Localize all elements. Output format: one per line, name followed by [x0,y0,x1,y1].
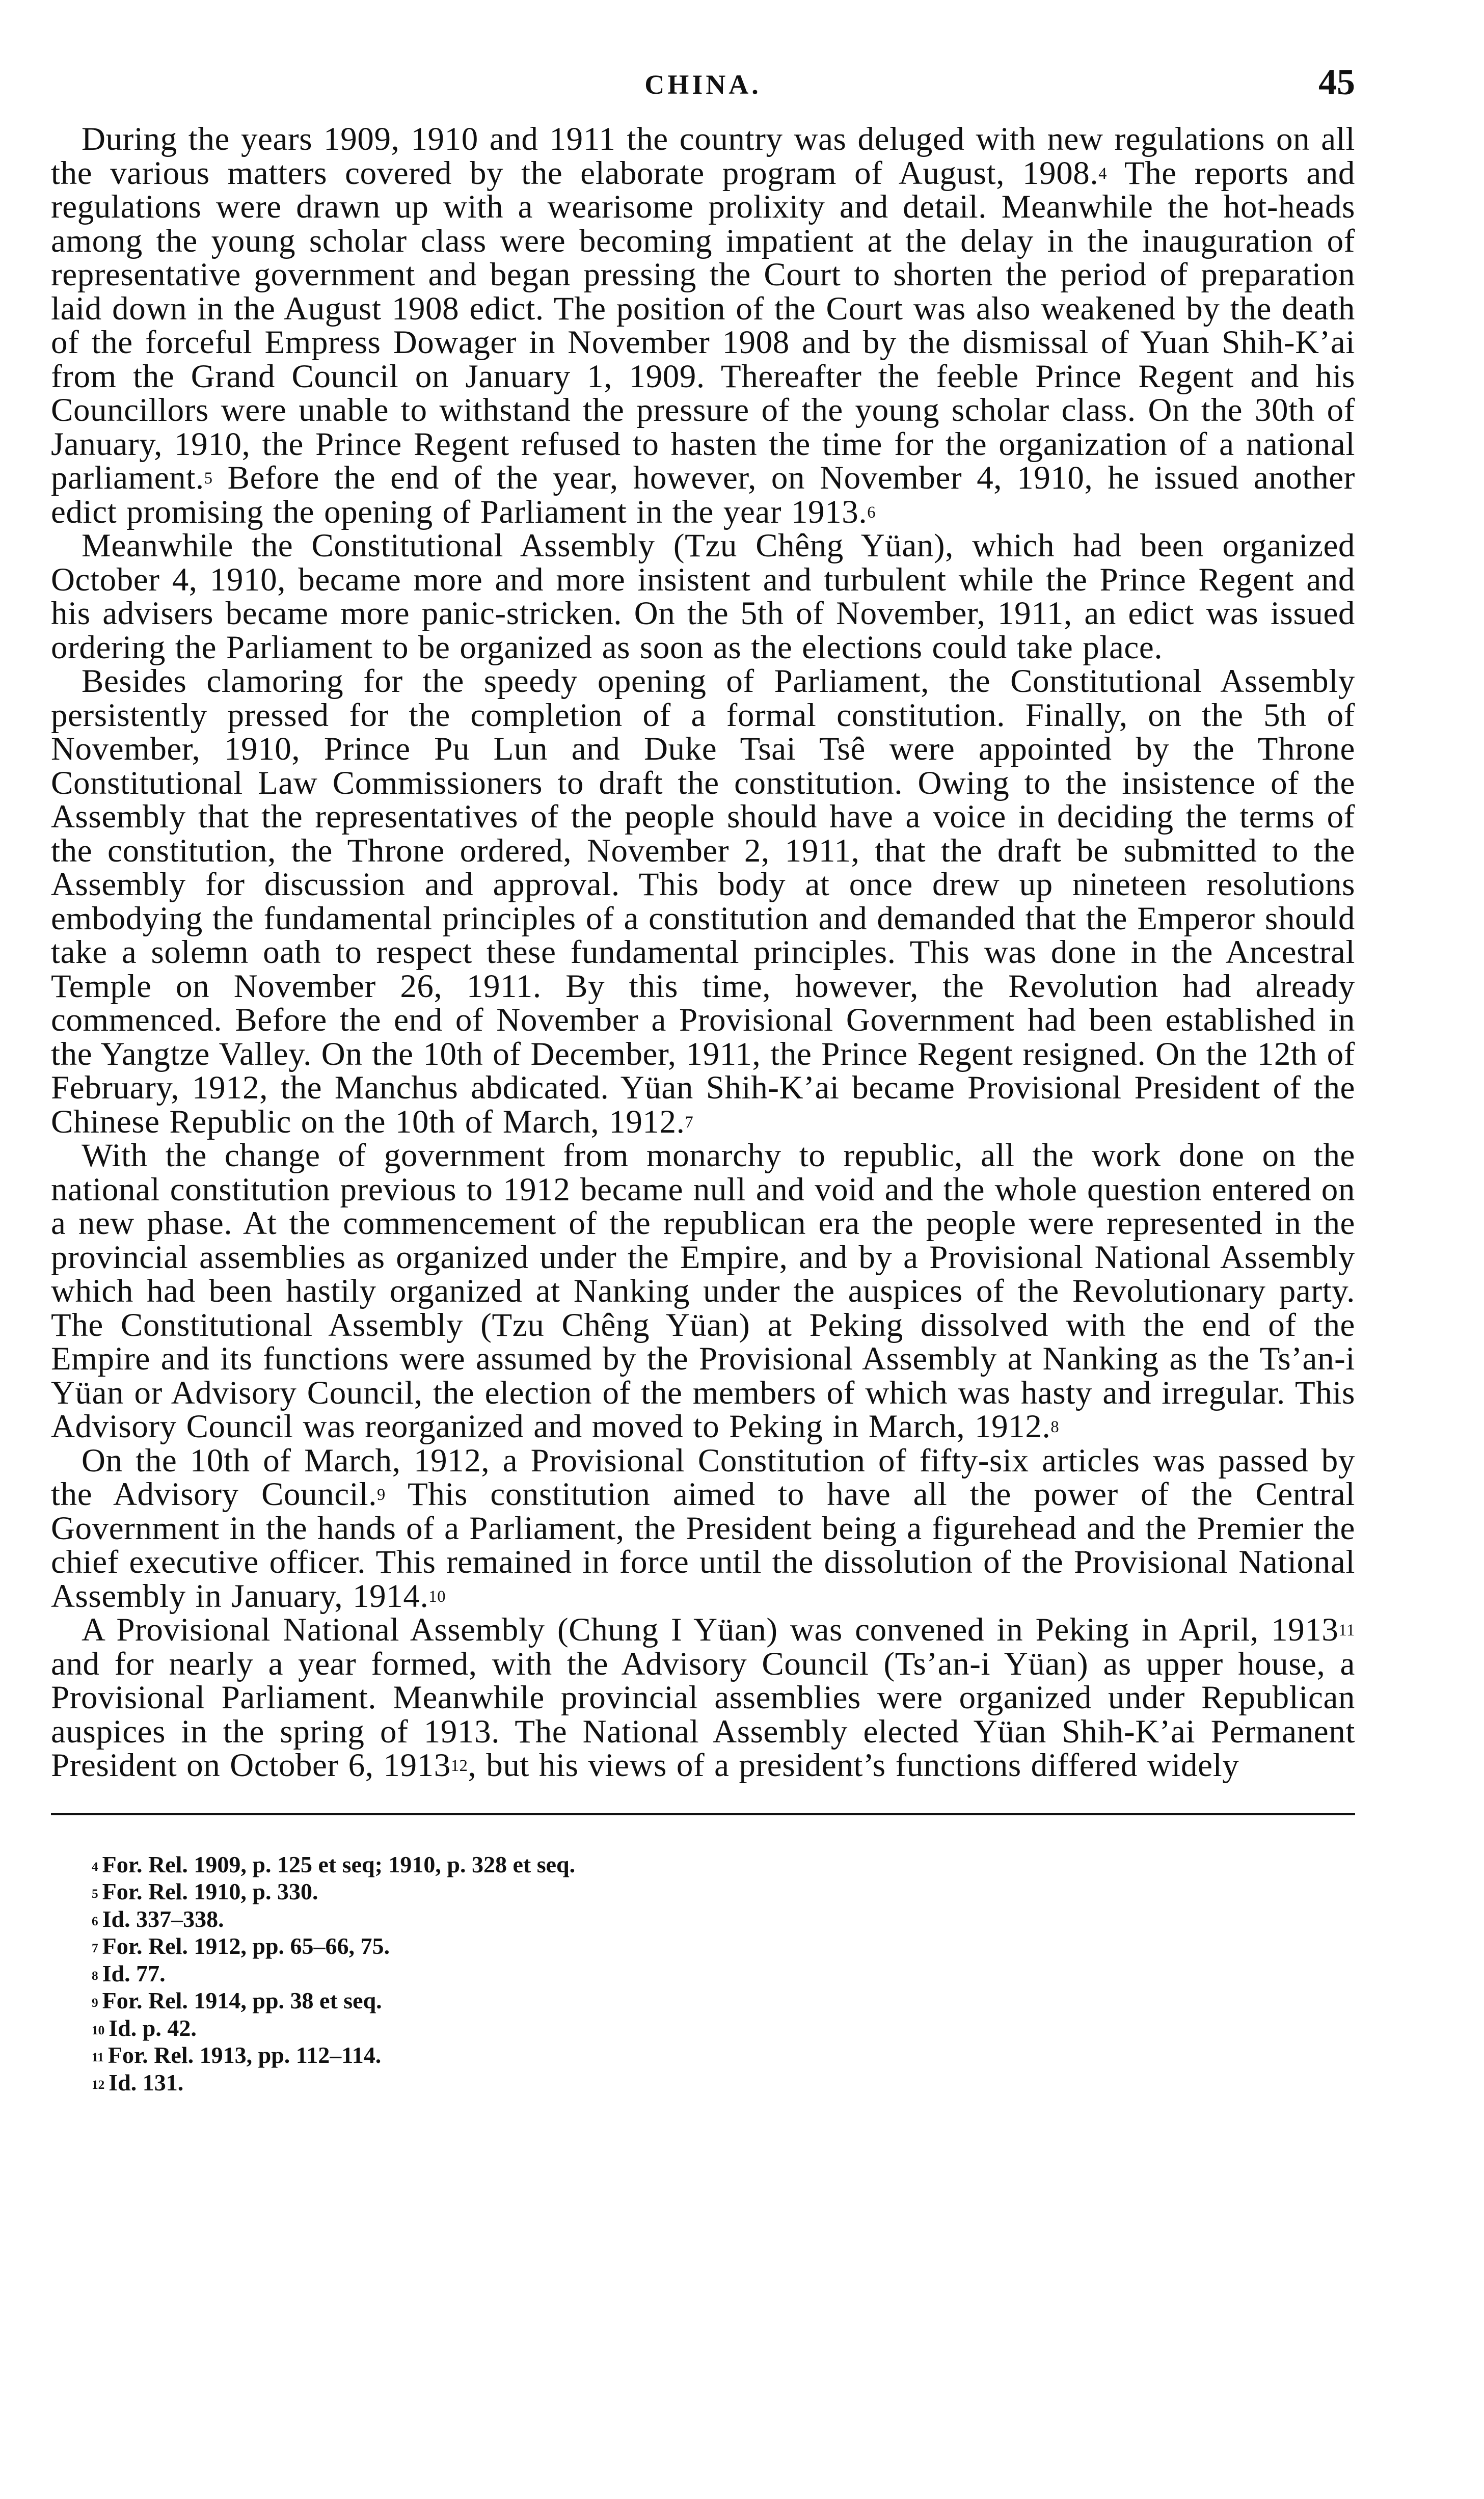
footnote-mark: 6 [92,1914,98,1928]
paragraph-text: A Provisional National Assembly (Chung I Yüan) was convened in Peking in April, 1913 [82,1611,1339,1648]
footnote [92,1960,1355,1987]
footnote [92,2041,1355,2069]
paragraph [51,1613,1355,1783]
footnote-reference: 4 [1098,164,1108,183]
footnote-text: For. Rel. 1913, pp. 112–114. [107,2042,382,2068]
footnote-text: For. Rel. 1910, p. 330. [102,1878,318,1904]
footnote-text: Id. 131. [109,2069,184,2095]
paragraph [51,1139,1355,1444]
paragraph-text: Before the end of the year, however, on November 4, 1910, he issued another edict promising the opening of Parliament in the year 1913. [51,460,1355,530]
body-text [51,122,1355,1783]
paragraph [51,122,1355,529]
footnote-text: For. Rel. 1912, pp. 65–66, 75. [102,1933,390,1959]
footnote-reference: 9 [376,1486,386,1504]
footnote-divider [51,1813,1355,1815]
paragraph-text: and for nearly a year formed, with the Advisory Council (Ts’an-i Yüan) as upper house, a Provisional Parliament. Meanwhile provincial assemblies were organized under Republican auspices in the spring of 1913. The National Assembly elected Yüan Shih-K’ai Permanent President on October 6, 1913 [51,1645,1355,1784]
footnote [92,1905,1355,1933]
paragraph-text: The reports and regulations were drawn up with a wearisome prolixity and detail. Meanwhile the hot-heads among the young scholar class were becoming impatient at the delay in the inauguration of representative government and began pressing the Court to shorten the period of preparation laid down in the August 1908 edict. The position of the Court was also weakened by the death of the forceful Empress Dowager in November 1908 and by the dismissal of Yuan Shih-K’ai from the Grand Council on January 1, 1909. Thereafter the feeble Prince Regent and his Councillors were unable to withstand the pressure of the young scholar class. On the 30th of January, 1910, the Prince Regent refused to hasten the time for the organization of a national parliament. [51,154,1355,496]
footnote-mark: 9 [92,1996,98,2010]
footnote-mark: 4 [92,1859,98,1874]
paragraph [51,1444,1355,1614]
footnote [92,1987,1355,2014]
running-head: CHINA. [644,69,762,100]
footnote-text: Id. p. 42. [109,2014,197,2041]
footnote-text: Id. 337–338. [102,1905,224,1932]
paragraph [51,529,1355,664]
footnote-reference: 6 [867,503,876,522]
footnote [92,2014,1355,2042]
footnote [92,1851,1355,1878]
footnote-mark: 11 [92,2050,104,2065]
paragraph-text: This constitution aimed to have all the power of the Central Government in the hands of a Parliament, the President being a figurehead and the Premier the chief executive officer. This remained in force until the dissolution of the Provisional National Assembly in January, 1914. [51,1476,1355,1615]
paragraph-text: , but his views of a president’s functions differed widely [468,1747,1239,1784]
page-number: 45 [1318,62,1355,102]
footnote-reference: 5 [204,469,213,488]
footnote [92,1932,1355,1960]
footnote-reference: 12 [450,1757,468,1776]
paragraph [51,664,1355,1139]
paragraph-text: Besides clamoring for the speedy opening of Parliament, the Constitutional Assembly persistently pressed for the completion of a formal constitution. Finally, on the 5th of November, 1910, Prince Pu Lun and Duke Tsai Tsê were appointed by the Throne Constitutional Law Commissioners to draft the constitution. Owing to the insistence of the Assembly that the representatives of the people should have a voice in deciding the terms of the constitution, the Throne ordered, November 2, 1911, that the draft be submitted to the Assembly for discussion and approval. This body at once drew up nineteen resolutions embodying the fundamental principles of a constitution and demanded that the Emperor should take a solemn oath to respect these fundamental principles. This was done in the Ancestral Temple on November 26, 1911. By this time, however, the Revolution had already commenced. Before the end of November a Provisional Government had been established in the Yangtze Valley. On the 10th of December, 1911, the Prince Regent resigned. On the 12th of February, 1912, the Manchus abdicated. Yüan Shih-K’ai became Provisional President of the Chinese Republic on the 10th of March, 1912. [51,663,1355,1140]
footnotes [51,1851,1355,2097]
footnote-mark: 12 [92,2077,105,2092]
paragraph-text: With the change of government from monarchy to republic, all the work done on the national constitution previous to 1912 became null and void and the whole question entered on a new phase. At the commencement of the republican era the people were represented in the provincial assemblies as organized under the Empire, and by a Provisional National Assembly which had been hastily organized at Nanking under the auspices of the Revolutionary party. The Constitutional Assembly (Tzu Chêng Yüan) at Peking dissolved with the end of the Empire and its functions were assumed by the Provisional Assembly at Nanking as the Ts’an-i Yüan or Advisory Council, the election of the members of which was hasty and irregular. This Advisory Council was reorganized and moved to Peking in March, 1912. [51,1137,1355,1445]
footnote-reference: 10 [428,1587,446,1606]
footnote-reference: 11 [1338,1621,1355,1640]
footnote-text: For. Rel. 1909, p. 125 et seq; 1910, p. 328 et seq. [102,1851,576,1877]
footnote-reference: 7 [685,1113,694,1132]
footnote [92,1878,1355,1905]
footnote-reference: 8 [1050,1418,1060,1437]
footnote [92,2069,1355,2097]
footnote-text: For. Rel. 1914, pp. 38 et seq. [102,1987,382,2013]
footnote-text: Id. 77. [102,1960,166,1986]
paragraph-text: During the years 1909, 1910 and 1911 the country was deluged with new regulations on all the various matters covered by the elaborate program of August, 1908. [51,121,1355,192]
paragraph-text: Meanwhile the Constitutional Assembly (Tzu Chêng Yüan), which had been organized October 4, 1910, became more and more insistent and turbulent while the Prince Regent and his advisers became more panic-stricken. On the 5th of November, 1911, an edict was issued ordering the Parliament to be organized as soon as the elections could take place. [51,527,1355,666]
page-header [51,61,1355,122]
paragraph-text: On the 10th of March, 1912, a Provisional Constitution of fifty-six articles was passed by the Advisory Council. [51,1442,1355,1513]
document-page [51,61,1355,2096]
footnote-mark: 5 [92,1887,98,1901]
footnote-mark: 7 [92,1941,98,1956]
footnote-mark: 10 [92,2023,105,2037]
footnote-mark: 8 [92,1968,98,1983]
